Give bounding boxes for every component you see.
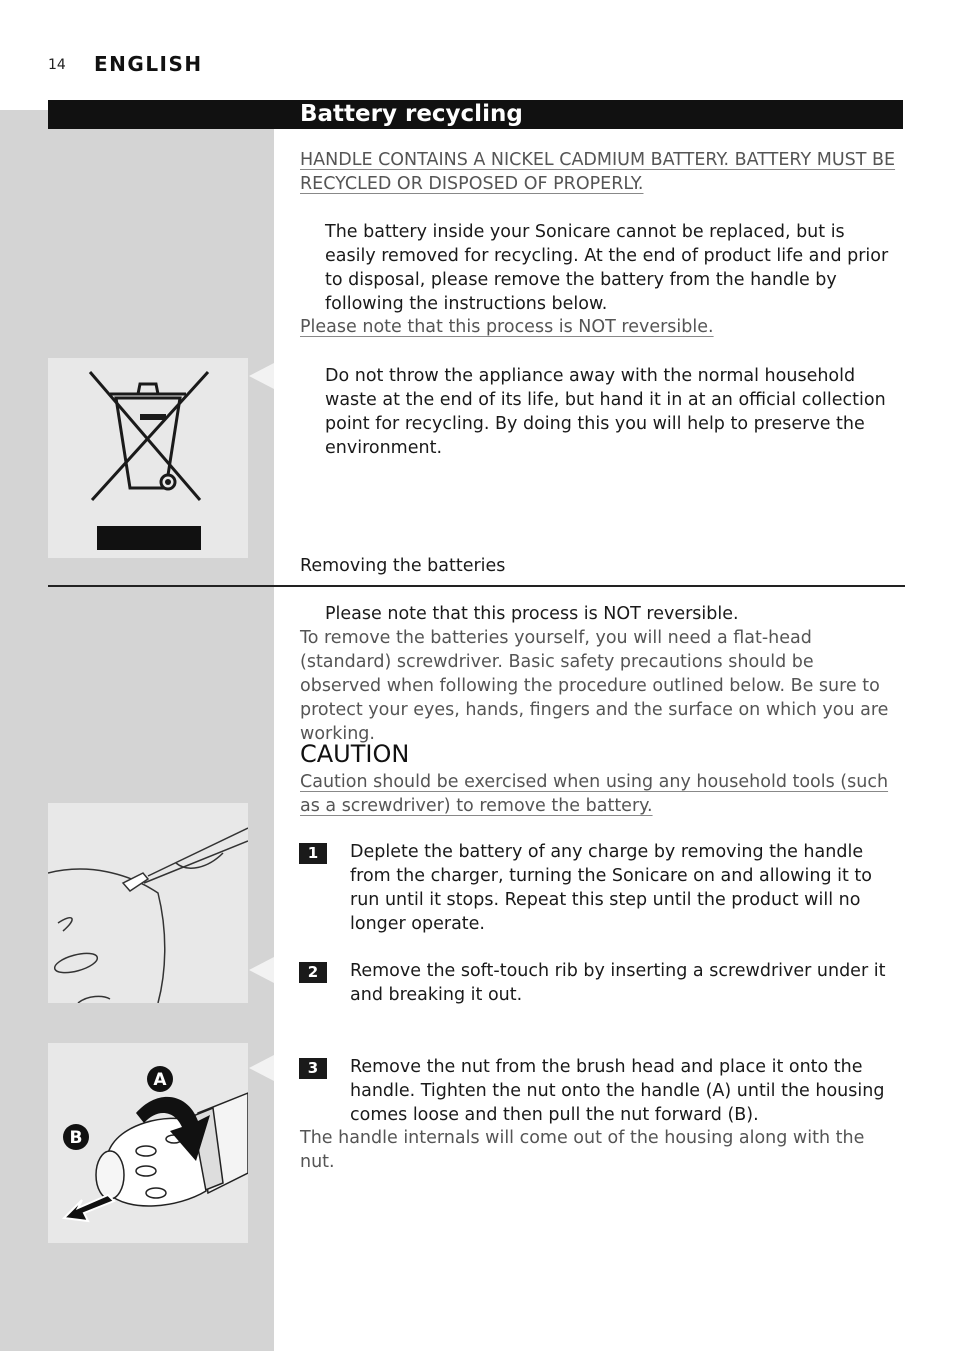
crossed-out-bin-icon	[48, 358, 248, 558]
caution-text: Caution should be exercised when using any household tools (such as a screwdriver) to remove the battery.	[300, 772, 889, 816]
figure-pointer	[249, 1055, 274, 1081]
section-title: Battery recycling	[300, 101, 523, 127]
language-label: ENGLISH	[94, 52, 203, 76]
figure-pointer	[249, 363, 274, 389]
nut-handle-figure	[48, 1043, 248, 1243]
step-number-1: 1	[299, 843, 327, 864]
handle-nut-illustration	[48, 1043, 248, 1243]
subsection-divider	[48, 585, 905, 587]
figure-label-a: A	[153, 1070, 167, 1090]
figure-pointer	[249, 957, 274, 983]
caution-heading: CAUTION	[300, 740, 410, 768]
step-3-note: The handle internals will come out of the housing along with the nut.	[300, 1128, 865, 1172]
removing-note: Please note that this process is NOT reversible.	[325, 604, 739, 624]
recycling-paragraph-1: The battery inside your Sonicare cannot be replaced, but is easily removed for recycling. At the end of product life and prior to disposal, please remove the battery from the handle by following the instructions below.	[325, 222, 889, 314]
screwdriver-figure	[48, 803, 248, 1003]
recycling-paragraph-2: Do not throw the appliance away with the normal household waste at the end of its life, but hand it in at an official collection point for recycling. By doing this you will help to preserve the environment.	[325, 366, 886, 458]
step-2-text: Remove the soft-touch rib by inserting a screwdriver under it and breaking it out.	[350, 961, 886, 1005]
removing-paragraph: To remove the batteries yourself, you will need a flat-head (standard) screwdriver. Basic safety precautions should be observed when following the procedure outlined below. Be sure to protect your eyes, hands, fingers and the surface on which you are working.	[300, 628, 889, 744]
step-number-2: 2	[299, 962, 327, 983]
screwdriver-illustration	[48, 803, 248, 1003]
subsection-title: Removing the batteries	[300, 556, 506, 576]
step-number-3: 3	[299, 1058, 327, 1079]
reversible-note: Please note that this process is NOT reversible.	[300, 317, 714, 337]
warning-text: HANDLE CONTAINS A NICKEL CADMIUM BATTERY. BATTERY MUST BE RECYCLED OR DISPOSED OF PROPERLY.	[300, 150, 896, 194]
figure-label-b: B	[69, 1128, 83, 1148]
step-3-text: Remove the nut from the brush head and place it onto the handle. Tighten the nut onto the handle (A) until the housing comes loose and then pull the nut forward (B).	[350, 1057, 885, 1125]
page-number: 14	[48, 57, 66, 73]
step-1-text: Deplete the battery of any charge by removing the handle from the charger, turning the Sonicare on and allowing it to run until it stops. Repeat this step until the product will no longer operate.	[350, 842, 872, 934]
recycling-bin-figure	[48, 358, 248, 558]
